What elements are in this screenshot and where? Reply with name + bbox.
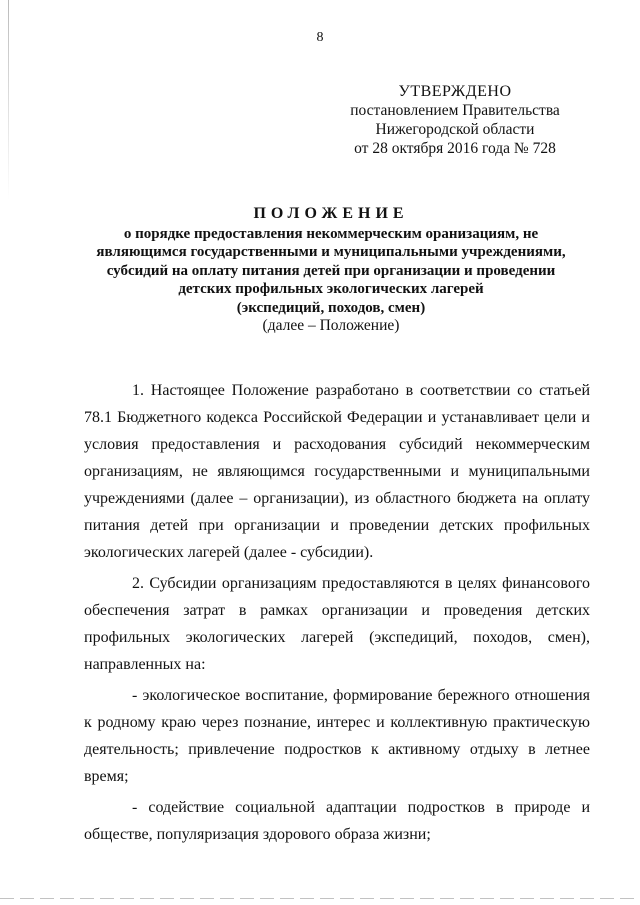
heading-line: субсидий на оплату питания детей при организации и проведении — [106, 262, 556, 279]
approval-line: постановлением Правительства — [350, 102, 560, 119]
document-title: ПОЛОЖЕНИЕ — [253, 205, 409, 222]
heading-line: (экспедиций, походов, смен) — [236, 299, 426, 316]
heading-note: (далее – Положение) — [262, 317, 400, 334]
document-heading — [80, 205, 582, 336]
approval-title: УТВЕРЖДЕНО — [398, 83, 512, 100]
scan-edge-bottom — [0, 898, 640, 899]
heading-line: о порядке предоставления некоммерческим оранизациям, не — [123, 225, 539, 242]
approval-block — [330, 82, 580, 158]
page-number: 8 — [316, 30, 324, 45]
approval-date: от 28 октября 2016 года № 728 — [354, 140, 556, 157]
heading-line: являющимся государственными и муниципальными учреждениями, — [96, 244, 566, 260]
paragraph-1: 1. Настоящее Положение разработано в соответствии со статьей 78.1 Бюджетного кодекса Российской Федерации и устанавливает цели и условия предоставления и расходования субсидий некоммерческим организациям, не являющимся государственными и муниципальными учреждениями (далее – организации), из областного бюджета на оплату питания детей при организации и проведении детских профильных экологических лагерей (далее - субсидии). — [84, 382, 590, 561]
list-item: - экологическое воспитание, формирование бережного отношения к родному краю через познание, интерес и коллективную практическую деятельность; привлечение подростков к активному отдыху в летнее время; — [84, 687, 590, 785]
approval-line: Нижегородской области — [375, 121, 535, 138]
document-body — [84, 377, 590, 852]
list-item: - содействие социальной адаптации подростков в природе и обществе, популяризация здорового образа жизни; — [84, 799, 590, 843]
paragraph-2: 2. Субсидии организациям предоставляются в целях финансового обеспечения затрат в рамках организации и проведения детских профильных экологических лагерей (экспедиций, походов, смен), направленных на: — [84, 575, 590, 673]
heading-line: детских профильных экологических лагерей — [178, 281, 484, 297]
